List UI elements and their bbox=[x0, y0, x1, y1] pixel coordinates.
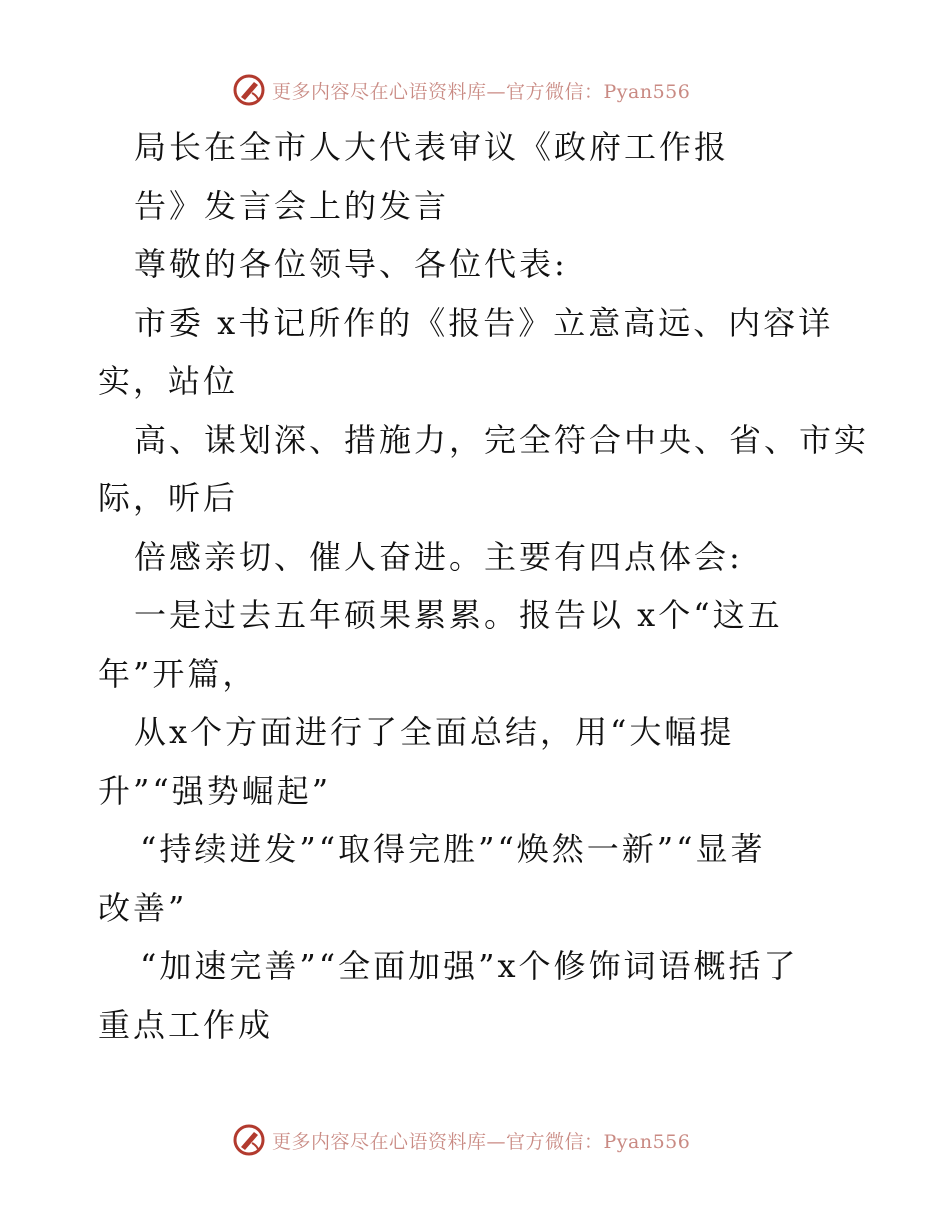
pen-seal-logo-icon bbox=[232, 1123, 266, 1157]
paragraph-line: “持续迸发”“取得完胜”“焕然一新”“显著 bbox=[140, 830, 766, 868]
paragraph-line: 从x个方面进行了全面总结，用“大幅提 bbox=[134, 713, 735, 751]
salutation: 尊敬的各位领导、各位代表: bbox=[134, 245, 568, 283]
watermark-text: 更多内容尽在心语资料库—官方微信：Pyan556 bbox=[272, 1130, 691, 1153]
watermark-text: 更多内容尽在心语资料库—官方微信：Pyan556 bbox=[272, 80, 691, 103]
paragraph-line: “加速完善”“全面加强”x个修饰词语概括了 bbox=[140, 947, 799, 985]
paragraph-line: 改善” bbox=[98, 889, 188, 927]
paragraph-line: 市委 x书记所作的《报告》立意高远、内容详 bbox=[134, 304, 834, 342]
title-line-2: 告》发言会上的发言 bbox=[134, 187, 450, 225]
paragraph-line: 一是过去五年硕果累累。报告以 x个“这五 bbox=[134, 596, 783, 634]
paragraph-line: 实，站位 bbox=[98, 362, 239, 400]
paragraph-line: 年”开篇， bbox=[98, 655, 258, 693]
paragraph-line: 倍感亲切、催人奋进。主要有四点体会: bbox=[134, 538, 743, 576]
paragraph-line: 际，听后 bbox=[98, 479, 239, 517]
pen-seal-logo-icon bbox=[232, 73, 266, 107]
footer-watermark bbox=[232, 1120, 690, 1160]
paragraph-line: 高、谋划深、措施力，完全符合中央、省、市实 bbox=[134, 421, 870, 459]
paragraph-line: 重点工作成 bbox=[98, 1006, 274, 1044]
title-line-1: 局长在全市人大代表审议《政府工作报 bbox=[134, 128, 730, 166]
header-watermark bbox=[232, 70, 690, 110]
paragraph-line: 升”“强势崛起” bbox=[98, 772, 332, 810]
